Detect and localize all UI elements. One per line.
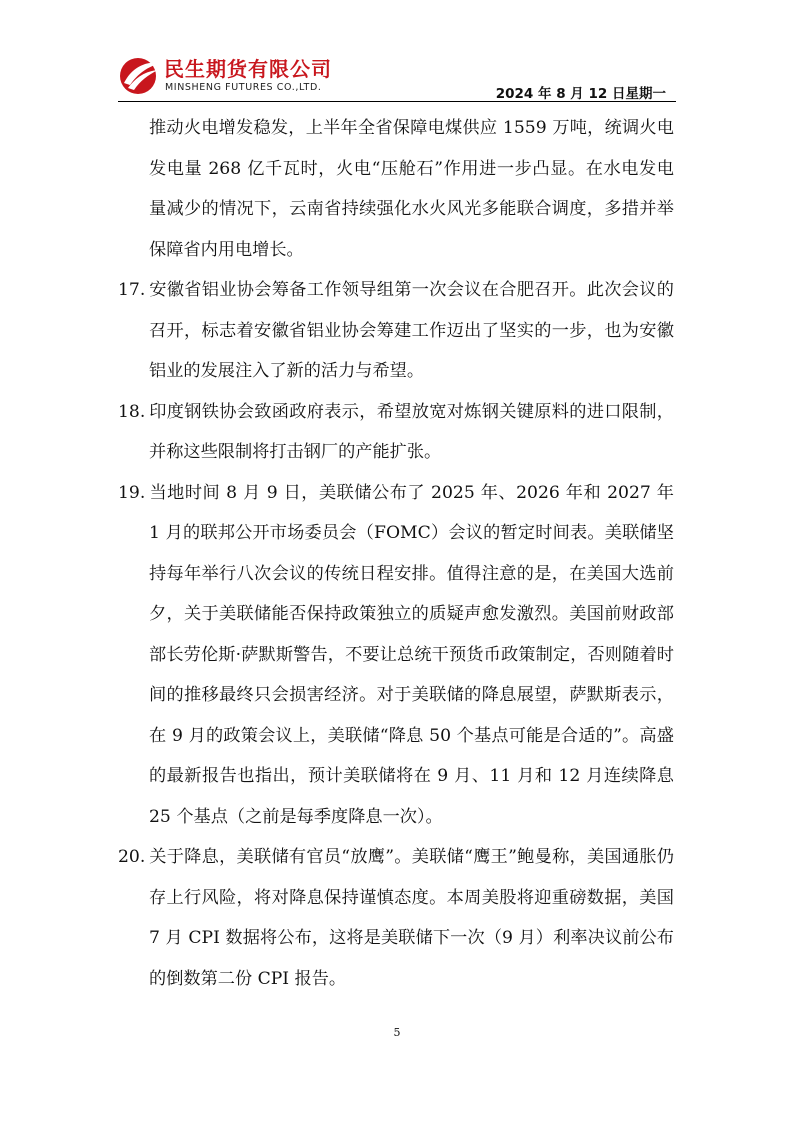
list-item-19 [118,473,674,838]
item-number: 20. [118,847,146,867]
item-text: 安徽省铝业协会筹备工作领导组第一次会议在合肥召开。此次会议的召开，标志着安徽省铝业协会筹建工作迈出了坚实的一步，也为安徽铝业的发展注入了新的活力与希望。 [149,280,674,381]
list-item-17 [118,270,674,392]
list-item-20 [118,837,674,999]
continued-paragraph: 推动火电增发稳发，上半年全省保障电煤供应 1559 万吨，统调火电发电量 268 亿千瓦时，火电“压舱石”作用进一步凸显。在水电发电量减少的情况下，云南省持续强化水火风光多能联合调度，多措并举保障省内用电增长。 [149,118,674,260]
company-logo-icon [118,55,162,95]
company-name-en: MINSHENG FUTURES CO.,LTD. [165,82,322,93]
document-body [118,108,674,999]
page-header [118,52,676,102]
page-number: 5 [393,1026,401,1039]
item-text: 当地时间 8 月 9 日，美联储公布了 2025 年、2026 年和 2027 年 1 月的联邦公开市场委员会（FOMC）会议的暂定时间表。美联储坚持每年举行八次会议的传统日程安排。值得注意的是，在美国大选前夕，关于美联储能否保持政策独立的质疑声愈发激烈。美国前财政部部长劳伦斯·萨默斯警告，不要让总统干预货币政策制定，否则随着时间的推移最终只会损害经济。对于美联储的降息展望，萨默斯表示，在 9 月的政策会议上，美联储“降息 50 个基点可能是合适的”。高盛的最新报告也指出，预计美联储将在 9 月、11 月和 12 月连续降息 25 个基点（之前是每季度降息一次）。 [149,482,674,827]
item-number: 18. [118,401,146,422]
item-number: 17. [118,280,146,300]
report-date: 2024 年 8 月 12 日星期一 [495,86,666,102]
company-name-cn: 民生期货有限公司 [164,57,332,81]
header-divider [118,101,676,102]
item-text: 印度钢铁协会致函政府表示，希望放宽对炼钢关键原料的进口限制，并称这些限制将打击钢厂的产能扩张。 [149,401,674,462]
item-text: 关于降息，美联储有官员“放鹰”。美联储“鹰王”鲍曼称，美国通胀仍存上行风险，将对降息保持谨慎态度。本周美股将迎重磅数据，美国 7 月 CPI 数据将公布，这将是美联储下一次（9 月）利率决议前公布的倒数第二份 CPI 报告。 [149,847,674,989]
item-number: 19. [118,482,146,503]
list-item-18 [118,392,674,473]
